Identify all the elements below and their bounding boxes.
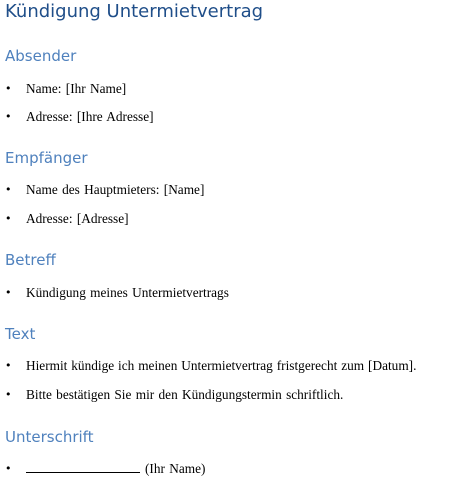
section-heading-empfaenger: Empfänger bbox=[5, 149, 88, 167]
signature-line-item bbox=[26, 460, 205, 478]
list-item bbox=[5, 284, 459, 302]
list-item bbox=[5, 460, 459, 478]
recipient-name: Name des Hauptmieters: [Name] bbox=[26, 182, 205, 197]
body-text-line: Hiermit kündige ich meinen Untermietvertrag fristgerecht zum [Datum]. bbox=[26, 358, 417, 373]
signature-line bbox=[26, 460, 140, 473]
list-item bbox=[5, 386, 459, 404]
list-item bbox=[5, 357, 459, 375]
document-title: Kündigung Untermietvertrag bbox=[5, 1, 264, 22]
bullet-icon: • bbox=[5, 462, 12, 475]
section-heading-betreff: Betreff bbox=[5, 251, 56, 269]
bullet-icon: • bbox=[5, 286, 12, 299]
bullet-icon: • bbox=[5, 388, 12, 401]
subject-text: Kündigung meines Untermietvertrags bbox=[26, 285, 229, 300]
recipient-address: Adresse: [Adresse] bbox=[26, 211, 129, 226]
list-item bbox=[5, 210, 459, 228]
section-heading-absender: Absender bbox=[5, 47, 77, 65]
sender-address: Adresse: [Ihre Adresse] bbox=[26, 109, 154, 124]
bullet-icon: • bbox=[5, 82, 12, 95]
section-heading-unterschrift: Unterschrift bbox=[5, 428, 94, 446]
bullet-icon: • bbox=[5, 359, 12, 372]
signature-name: (Ihr Name) bbox=[145, 461, 206, 476]
list-item bbox=[5, 80, 459, 98]
sender-name: Name: [Ihr Name] bbox=[26, 81, 127, 96]
list-item bbox=[5, 181, 459, 199]
bullet-icon: • bbox=[5, 212, 12, 225]
bullet-icon: • bbox=[5, 183, 12, 196]
section-heading-text: Text bbox=[5, 325, 36, 343]
list-item bbox=[5, 108, 459, 126]
bullet-icon: • bbox=[5, 110, 12, 123]
body-text-line: Bitte bestätigen Sie mir den Kündigungstermin schriftlich. bbox=[26, 387, 344, 402]
